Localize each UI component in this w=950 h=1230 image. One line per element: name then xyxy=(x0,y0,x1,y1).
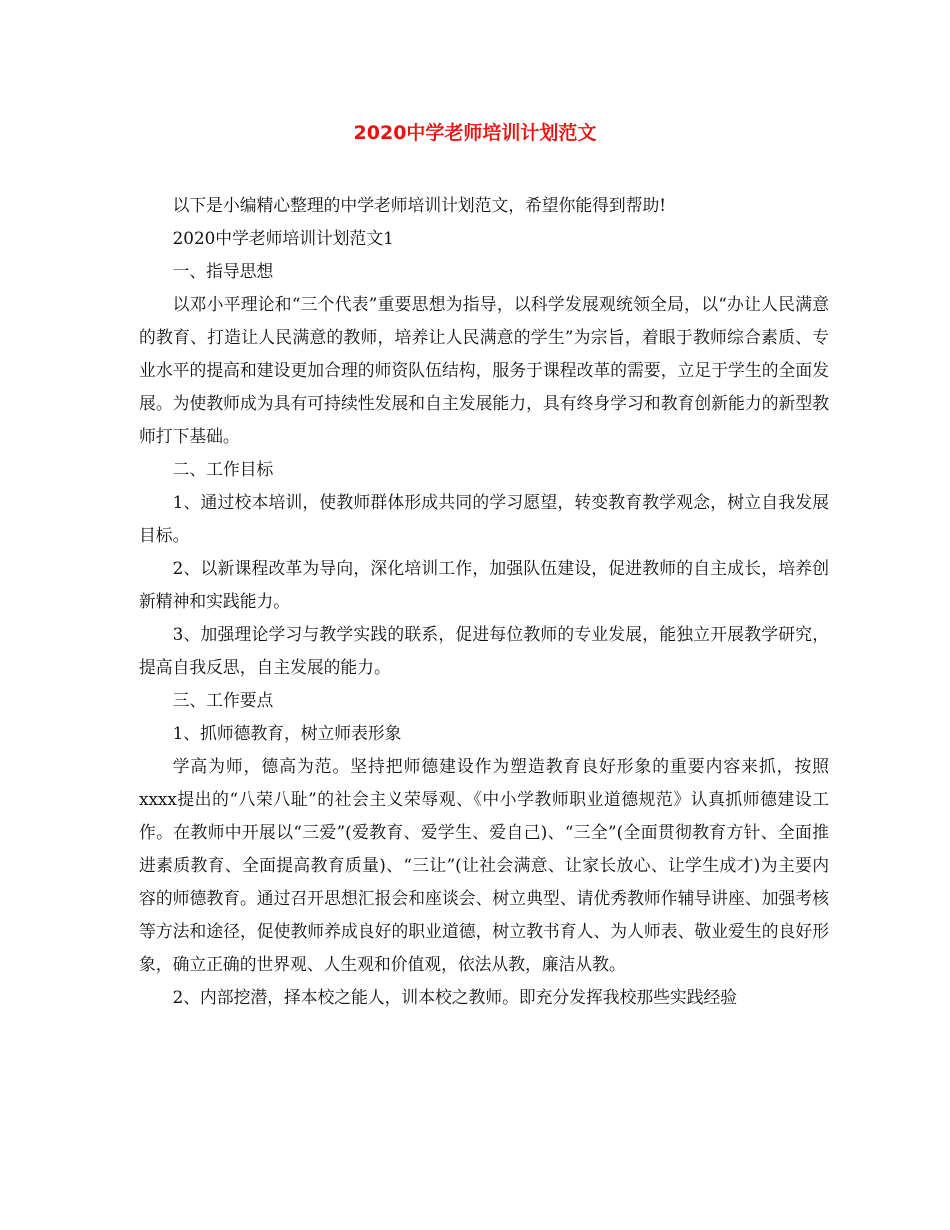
list-item: 2、内部挖潜，择本校之能人，训本校之教师。即充分发挥我校那些实践经验 xyxy=(172,987,738,1007)
list-item: 1、抓师德教育，树立师表形象 xyxy=(172,723,402,743)
list-item: 3、加强理论学习与教学实践的联系，促进每位教师的专业发展，能独立开展教学研究，提高自我反思，自主发展的能力。 xyxy=(139,624,829,677)
section-heading-guiding-thought: 一、指导思想 xyxy=(172,261,274,281)
body-paragraph: 学高为师，德高为范。坚持把师德建设作为塑造教育良好形象的重要内容来抓，按照xxxx提出的“八荣八耻”的社会主义荣辱观、《中小学教师职业道德规范》认真抓师德建设工作。在教师中开展以“三爱”(爱教育、爱学生、爱自己)、“三全”(全面贯彻教育方针、全面推进素质教育、全面提高教育质量)、“三让”(让社会满意、让家长放心、让学生成才)为主要内容的师德教育。通过召开思想汇报会和座谈会、树立典型、请优秀教师作辅导讲座、加强考核等方法和途径，促使教师养成良好的职业道德，树立教书育人、为人师表、敬业爱生的良好形象，确立正确的世界观、人生观和价值观，依法从教，廉洁从教。 xyxy=(139,756,829,974)
body-paragraph: 以邓小平理论和“三个代表”重要思想为指导，以科学发展观统领全局，以“办让人民满意的教育、打造让人民满意的教师，培养让人民满意的学生”为宗旨，着眼于教师综合素质、专业水平的提高和建设更加合理的师资队伍结构，服务于课程改革的需要，立足于学生的全面发展。为使教师成为具有可持续性发展和自主发展能力，具有终身学习和教育创新能力的新型教师打下基础。 xyxy=(139,294,829,446)
section-heading-work-points: 三、工作要点 xyxy=(172,690,274,710)
section-heading-work-goals: 二、工作目标 xyxy=(172,459,274,479)
subtitle-paragraph: 2020中学老师培训计划范文1 xyxy=(172,228,394,248)
list-item: 2、以新课程改革为导向，深化培训工作，加强队伍建设，促进教师的自主成长，培养创新精神和实践能力。 xyxy=(139,558,829,611)
list-item: 1、通过校本培训，使教师群体形成共同的学习愿望，转变教育教学观念，树立自我发展目标。 xyxy=(139,492,829,545)
document-title: 2020中学老师培训计划范文 xyxy=(353,122,597,144)
intro-paragraph: 以下是小编精心整理的中学老师培训计划范文，希望你能得到帮助! xyxy=(172,195,666,215)
document-body xyxy=(139,189,829,1014)
